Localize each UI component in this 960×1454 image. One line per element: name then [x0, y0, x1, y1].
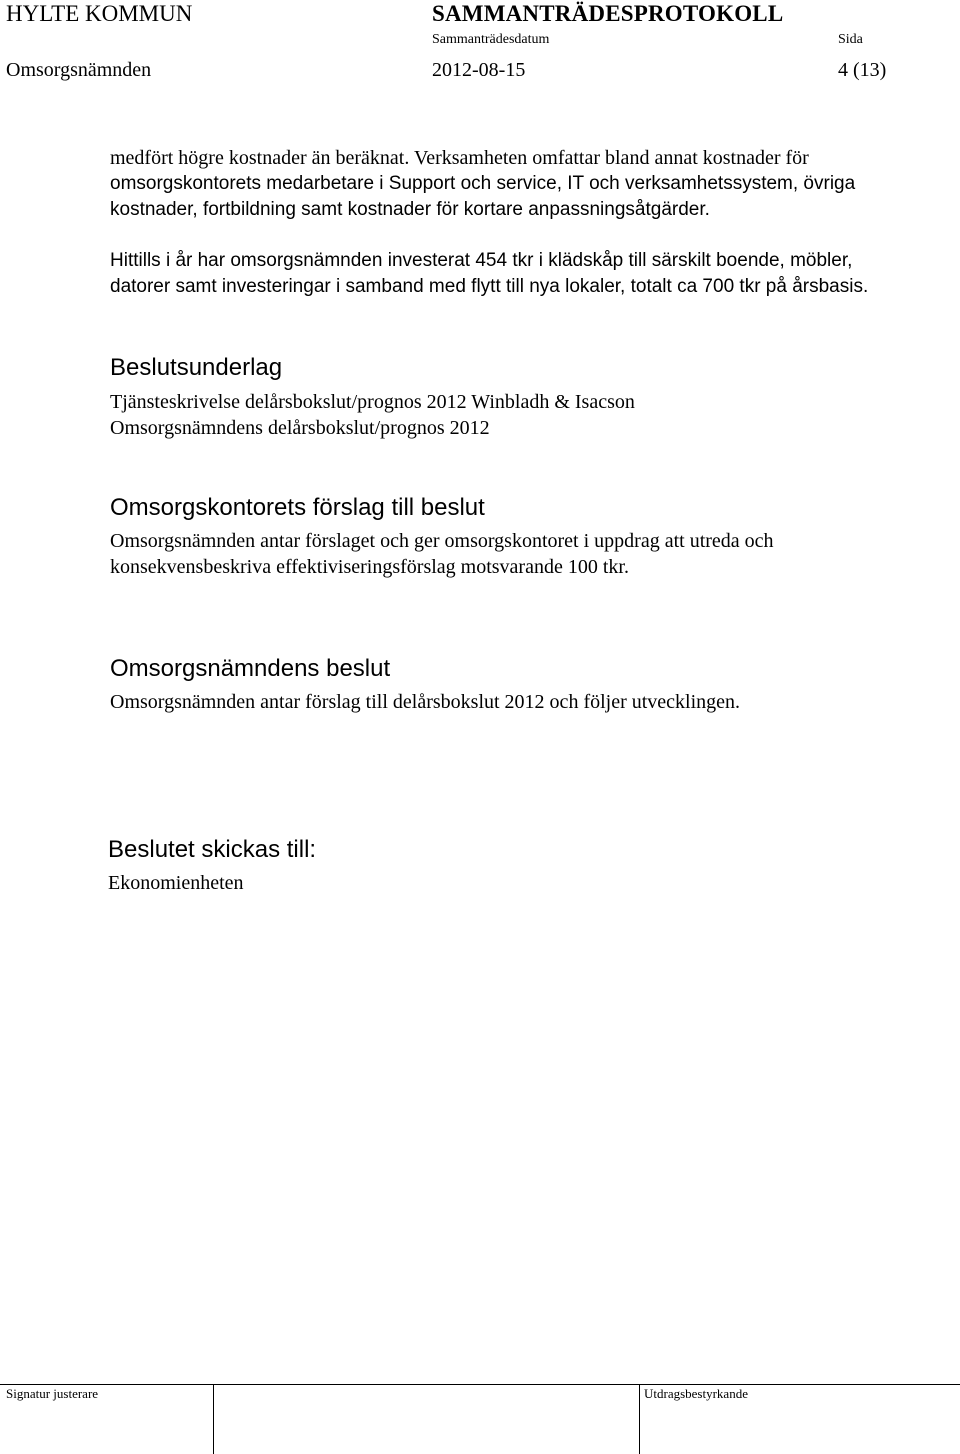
- section-body-forslag: [110, 528, 910, 580]
- paragraph-line: [110, 145, 910, 171]
- paragraph-costs: [110, 145, 910, 223]
- section-body-beslut: [110, 689, 910, 715]
- recipient-item: Ekonomienheten: [108, 872, 244, 894]
- organization-name: HYLTE KOMMUN: [6, 1, 193, 26]
- section-heading-forslag: Omsorgskontorets förslag till beslut: [110, 494, 485, 521]
- list-item: Tjänsteskrivelse delårsbokslut/prognos 2012 Winbladh & Isacson: [110, 391, 635, 413]
- paragraph-line: konsekvensbeskriva effektiviseringsförslag motsvarande 100 tkr.: [110, 556, 629, 578]
- meeting-date: 2012-08-15: [432, 59, 526, 81]
- committee-name: Omsorgsnämnden: [6, 59, 152, 81]
- paragraph-text: Verksamheten omfattar bland annat kostnader för: [413, 147, 809, 169]
- footer-divider: [0, 1384, 960, 1385]
- page-number: 4 (13): [838, 59, 887, 81]
- section-heading-recipients: Beslutet skickas till:: [108, 836, 317, 863]
- meeting-date-label: Sammanträdesdatum: [432, 32, 550, 47]
- paragraph-line: omsorgskontorets medarbetare i Support och service, IT och verksamhetssystem, övriga: [110, 173, 856, 194]
- footer-column-divider: [213, 1384, 214, 1454]
- paragraph-investments: [110, 248, 910, 300]
- section-heading-beslut: Omsorgsnämndens beslut: [110, 655, 391, 682]
- document-type-title: SAMMANTRÄDESPROTOKOLL: [432, 1, 784, 26]
- paragraph-text: medfört högre kostnader än beräknat.: [110, 147, 410, 169]
- section-heading-beslutsunderlag: Beslutsunderlag: [110, 354, 283, 381]
- section-body-beslutsunderlag: [110, 389, 910, 441]
- extract-verification-label: Utdragsbestyrkande: [644, 1386, 748, 1401]
- paragraph-line: Omsorgsnämnden antar förslaget och ger omsorgskontoret i uppdrag att utreda och: [110, 530, 774, 552]
- footer-column-divider: [639, 1384, 640, 1454]
- paragraph-line: kostnader, fortbildning samt kostnader för kortare anpassningsåtgärder.: [110, 199, 710, 220]
- paragraph-line: Omsorgsnämnden antar förslag till delårsbokslut 2012 och följer utvecklingen.: [110, 691, 741, 713]
- page-label: Sida: [838, 32, 863, 47]
- list-item: Omsorgsnämndens delårsbokslut/prognos 2012: [110, 417, 490, 439]
- paragraph-line: Hittills i år har omsorgsnämnden investerat 454 tkr i klädskåp till särskilt boende, möbler,: [110, 250, 853, 271]
- section-body-recipients: [108, 870, 908, 896]
- paragraph-line: datorer samt investeringar i samband med flytt till nya lokaler, totalt ca 700 tkr på årsbasis.: [110, 276, 869, 297]
- signature-field-label: Signatur justerare: [6, 1386, 99, 1401]
